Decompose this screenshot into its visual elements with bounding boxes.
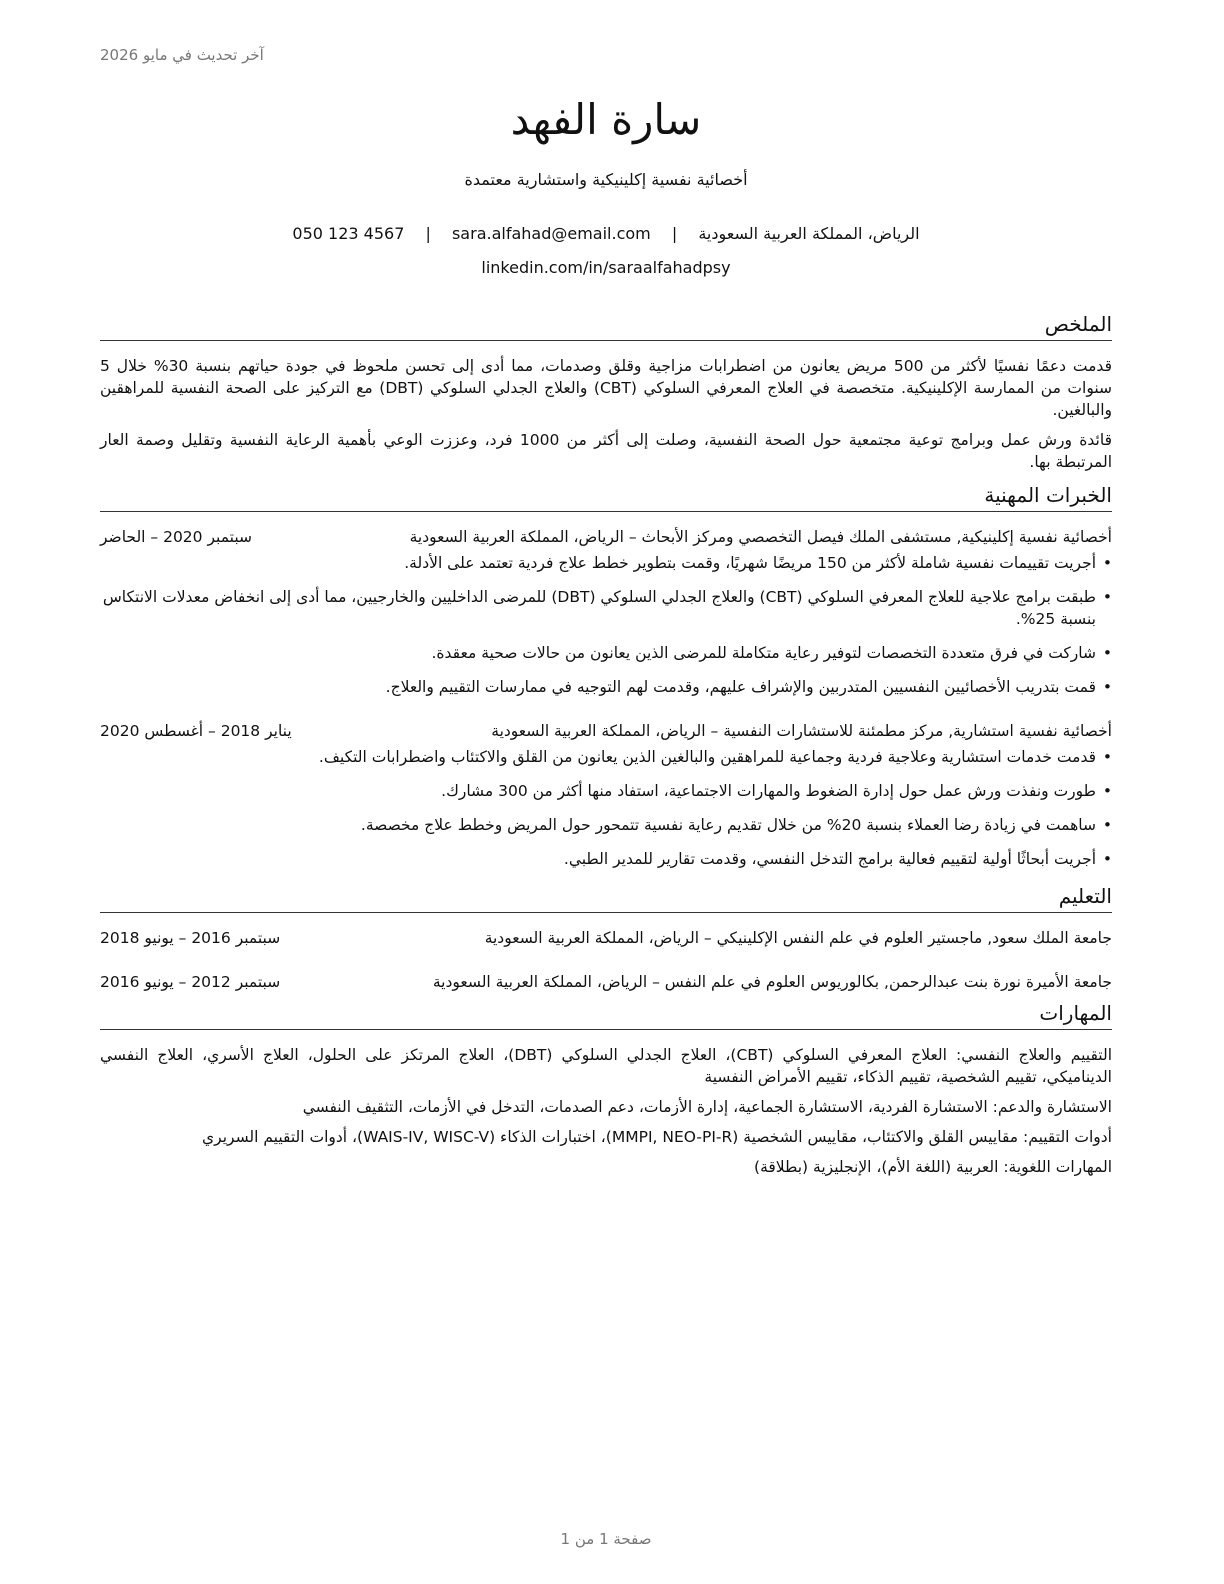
skill-line: أدوات التقييم: مقاييس القلق والاكتئاب، مقاييس الشخصية (MMPI, NEO-PI-R)، اختبارات الذكاء (WAIS-IV, WISC-V)، أدوات التقييم السريري xyxy=(202,1128,1112,1146)
education-text: جامعة الأميرة نورة بنت عبدالرحمن, بكالوريوس العلوم في علم النفس – الرياض، المملكة العربية السعودية xyxy=(432,973,1112,991)
resume-page xyxy=(100,0,1112,1584)
skill-line: المهارات اللغوية: العربية (اللغة الأم)، الإنجليزية (بطلاقة) xyxy=(754,1158,1112,1176)
section-title-education: التعليم xyxy=(100,882,1112,913)
contact-line xyxy=(100,224,1112,243)
job-dates: يناير 2018 – أغسطس 2020 xyxy=(100,722,292,740)
job-bullet: • أجريت أبحاثًا أولية لتقييم فعالية برامج التدخل النفسي، وقدمت تقارير للمدير الطبي. xyxy=(100,848,1112,870)
page-number-footer: صفحة 1 من 1 xyxy=(560,1530,652,1548)
education-entry xyxy=(100,971,1112,993)
summary-paragraph: قدمت دعمًا نفسيًا لأكثر من 500 مريض يعانون من اضطرابات مزاجية وقلق وصدمات، مما أدى إلى تحسن ملحوظ في جودة حياتهم بنسبة 30% خلال 5 سنوات من الممارسة الإكلينيكية. متخصصة في العلاج المعرفي السلوكي (CBT) والعلاج الجدلي السلوكي (DBT) مع التركيز على الصحة النفسية للمراهقين والبالغين. xyxy=(100,357,1113,419)
education-entry xyxy=(100,927,1112,949)
job-bullet: • ساهمت في زيادة رضا العملاء بنسبة 20% من خلال تقديم رعاية نفسية تتمحور حول المريض وخطط علاج مخصصة. xyxy=(100,814,1112,836)
education-section xyxy=(100,882,1112,993)
experience-section xyxy=(100,481,1112,870)
location-text: الرياض، المملكة العربية السعودية xyxy=(698,224,920,243)
job-bullet: • قمت بتدريب الأخصائيين النفسيين المتدربين والإشراف عليهم، وقدمت لهم التوجيه في ممارسات التقييم والعلاج. xyxy=(100,676,1112,698)
skill-line: التقييم والعلاج النفسي: العلاج المعرفي السلوكي (CBT)، العلاج الجدلي السلوكي (DBT)، العلاج المرتكز على الحلول، العلاج الأسري، العلاج النفسي الديناميكي، تقييم الشخصية، تقييم الذكاء، تقييم الأمراض النفسية xyxy=(100,1046,1113,1086)
last-updated-note: آخر تحديث في مايو 2026 xyxy=(100,46,264,64)
resume-content xyxy=(100,310,1112,1186)
candidate-title: أخصائية نفسية إكلينيكية واستشارية معتمدة xyxy=(464,170,748,189)
candidate-name: سارة الفهد xyxy=(510,95,702,144)
section-title-skills: المهارات xyxy=(100,999,1112,1030)
education-text: جامعة الملك سعود, ماجستير العلوم في علم النفس الإكلينيكي – الرياض، المملكة العربية السعودية xyxy=(484,929,1112,947)
phone-number: 050 123 4567 xyxy=(292,224,405,243)
skills-section xyxy=(100,999,1112,1178)
job-bullet: • قدمت خدمات استشارية وعلاجية فردية وجماعية للمراهقين والبالغين الذين يعانون من القلق والاكتئاب واضطرابات التكيف. xyxy=(100,746,1112,768)
job-bullets xyxy=(100,552,1112,698)
section-title-experience: الخبرات المهنية xyxy=(100,481,1112,512)
job-entry xyxy=(100,526,1112,698)
job-heading xyxy=(100,720,1112,742)
job-dates: سبتمبر 2020 – الحاضر xyxy=(100,528,252,546)
job-title-org: أخصائية نفسية إكلينيكية, مستشفى الملك فيصل التخصصي ومركز الأبحاث – الرياض، المملكة العربية السعودية xyxy=(409,528,1112,546)
job-bullet: • طبقت برامج علاجية للعلاج المعرفي السلوكي (CBT) والعلاج الجدلي السلوكي (DBT) للمرضى الداخليين والخارجيين، مما أدى إلى انخفاض معدلات الانتكاس بنسبة 25%. xyxy=(100,586,1112,630)
job-title-org: أخصائية نفسية استشارية, مركز مطمئنة للاستشارات النفسية – الرياض، المملكة العربية السعودية xyxy=(491,722,1112,740)
job-entry xyxy=(100,720,1112,870)
skill-line: الاستشارة والدعم: الاستشارة الفردية، الاستشارة الجماعية، إدارة الأزمات، دعم الصدمات، التدخل في الأزمات، التثقيف النفسي xyxy=(302,1098,1112,1116)
contact-separator: | xyxy=(425,224,431,243)
job-bullet: • أجريت تقييمات نفسية شاملة لأكثر من 150 مريضًا شهريًا، وقمت بتطوير خطط علاج فردية تعتمد على الأدلة. xyxy=(100,552,1112,574)
job-heading xyxy=(100,526,1112,548)
education-dates: سبتمبر 2012 – يونيو 2016 xyxy=(100,973,281,991)
summary-section xyxy=(100,310,1112,473)
contact-separator: | xyxy=(671,224,678,243)
section-title-summary: الملخص xyxy=(100,310,1112,341)
job-bullets xyxy=(100,746,1112,870)
email-link[interactable]: sara.alfahad@email.com xyxy=(451,224,651,243)
education-dates: سبتمبر 2016 – يونيو 2018 xyxy=(100,929,281,947)
job-bullet: • طورت ونفذت ورش عمل حول إدارة الضغوط والمهارات الاجتماعية، استفاد منها أكثر من 300 مشارك. xyxy=(100,780,1112,802)
linkedin-link[interactable]: linkedin.com/in/saraalfahadpsy xyxy=(481,258,731,277)
job-bullet: • شاركت في فرق متعددة التخصصات لتوفير رعاية متكاملة للمرضى الذين يعانون من حالات صحية معقدة. xyxy=(100,642,1112,664)
summary-paragraph: قائدة ورش عمل وبرامج توعية مجتمعية حول الصحة النفسية، وصلت إلى أكثر من 1000 فرد، وعززت الوعي بأهمية الرعاية النفسية وتقليل وصمة العار المرتبطة بها. xyxy=(100,431,1112,471)
